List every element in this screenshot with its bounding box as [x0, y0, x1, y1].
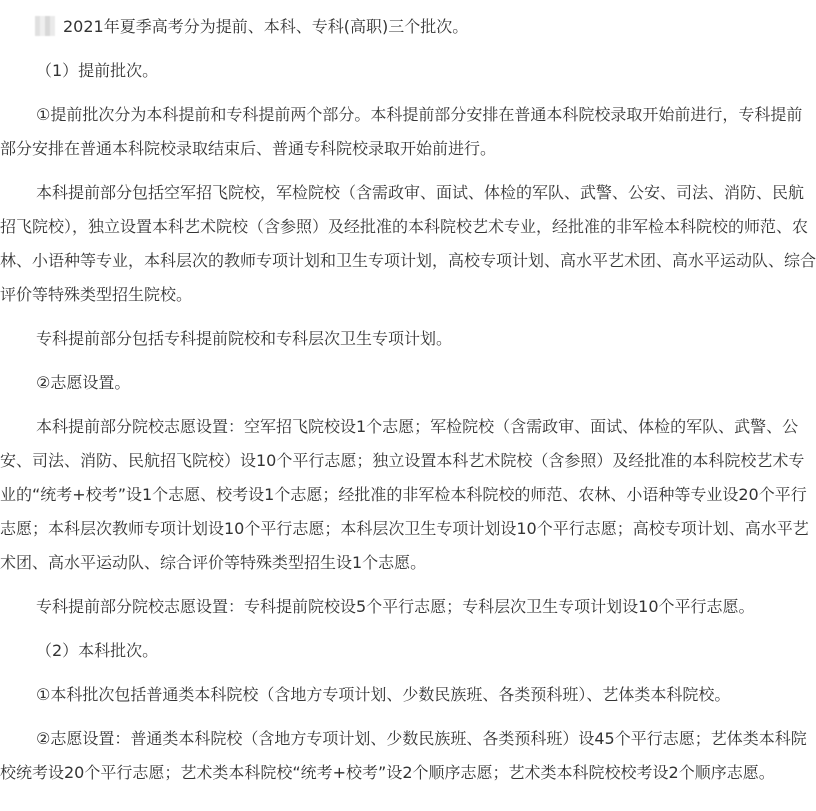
paragraph: ②志愿设置：普通类本科院校（含地方专项计划、少数民族班、各类预科班）设45个平行志愿；艺体类本科院校统考设20个平行志愿；艺术类本科院校“统考+校考”设2个顺序志愿；艺术类本科院校校考设2个顺序志愿。: [0, 729, 807, 782]
paragraph: 专科提前部分包括专科提前院校和专科层次卫生专项计划。: [36, 329, 453, 348]
blurred-image-placeholder: [35, 16, 55, 36]
paragraph: ①提前批次分为本科提前和专科提前两个部分。本科提前部分安排在普通本科院校录取开始前进行，专科提前部分安排在普通本科院校录取结束后、普通专科院校录取开始前进行。: [0, 105, 803, 158]
paragraph: 本科提前部分院校志愿设置：空军招飞院校设1个志愿；军检院校（含需政审、面试、体检的军队、武警、公安、司法、消防、民航招飞院校）设10个平行志愿；独立设置本科艺术院校（含参照）及经批准的本科院校艺术专业的“统考+校考”设1个志愿、校考设1个志愿；经批准的非军检本科院校的师范、农林、小语种等专业设20个平行志愿；本科层次教师专项计划设10个平行志愿；本科层次卫生专项计划设10个平行志愿；高校专项计划、高水平艺术团、高水平运动队、综合评价等特殊类型招生设1个志愿。: [0, 417, 809, 572]
paragraph: 专科提前部分院校志愿设置：专科提前院校设5个平行志愿；专科层次卫生专项计划设10个平行志愿。: [36, 597, 755, 616]
section-heading-advance: （1）提前批次。: [36, 61, 159, 80]
intro-text: 2021年夏季高考分为提前、本科、专科(高职)三个批次。: [63, 17, 469, 36]
paragraph: ①本科批次包括普通类本科院校（含地方专项计划、少数民族班、各类预科班）、艺体类本科院校。: [36, 685, 731, 704]
subheading-volunteer: ②志愿设置。: [36, 373, 131, 392]
intro-paragraph: [0, 10, 816, 44]
section-heading-undergrad: （2）本科批次。: [36, 641, 159, 660]
paragraph: 本科提前部分包括空军招飞院校，军检院校（含需政审、面试、体检的军队、武警、公安、司法、消防、民航招飞院校），独立设置本科艺术院校（含参照）及经批准的本科院校艺术专业，经批准的非军检本科院校的师范、农林、小语种等专业，本科层次的教师专项计划和卫生专项计划，高校专项计划、高水平艺术团、高水平运动队、综合评价等特殊类型招生院校。: [0, 183, 816, 304]
